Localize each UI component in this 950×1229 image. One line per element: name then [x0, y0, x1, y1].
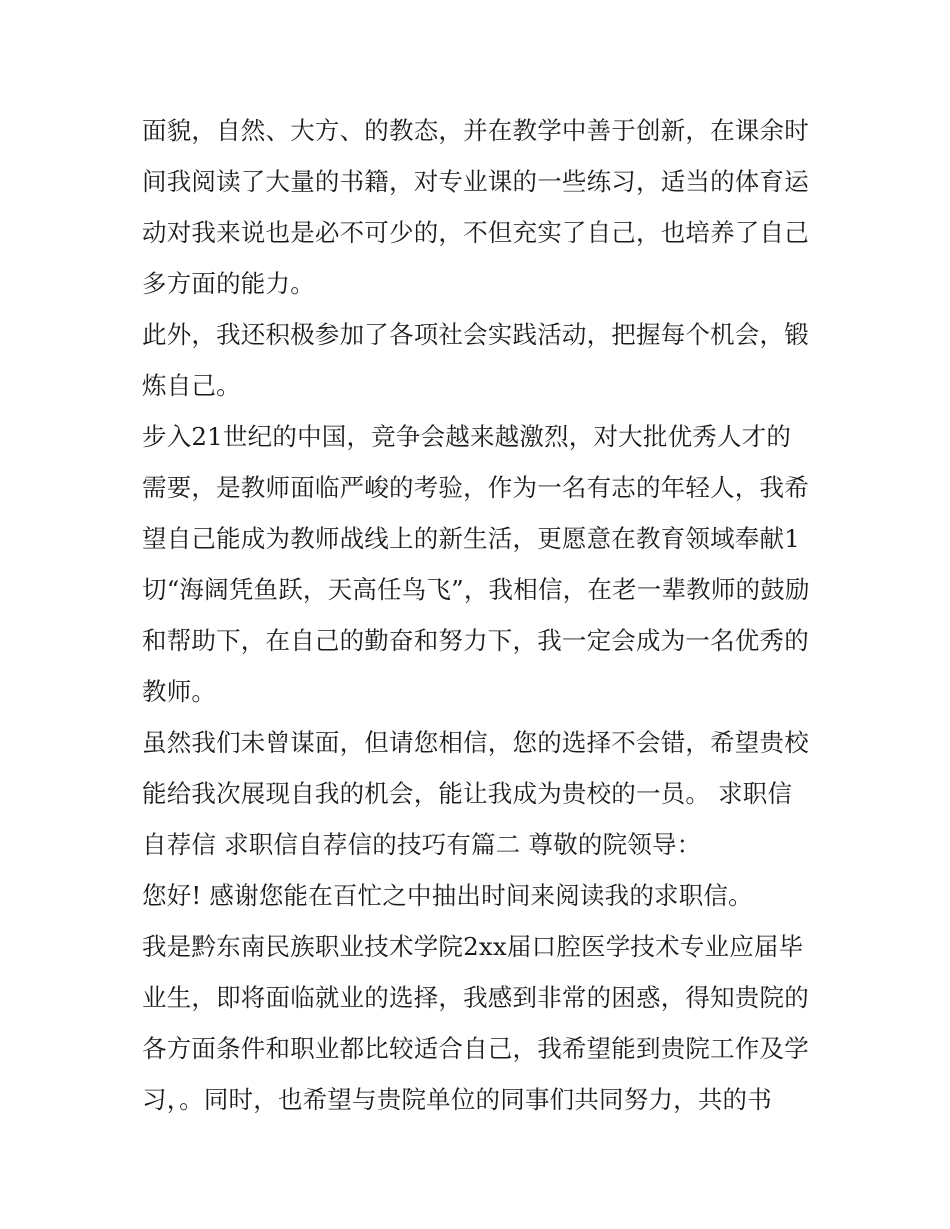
text-line: 此外，我还积极参加了各项社会实践活动，把握每个机会，锻 [142, 320, 809, 349]
text-line: 需要，是教师面临严峻的考验，作为一名有志的年轻人，我希 [142, 473, 809, 502]
text-line: 和帮助下，在自己的勤奋和努力下，我一定会成为一名优秀的 [142, 626, 809, 655]
text-line: 我是黔东南民族职业技术学院2xx届口腔医学技术专业应届毕 [142, 932, 804, 961]
text-line: 间我阅读了大量的书籍，对专业课的一些练习，适当的体育运 [142, 167, 809, 196]
text-line: 能给我次展现自我的机会，能让我成为贵校的一员。 求职信 [142, 779, 793, 808]
text-line: 虽然我们未曾谋面，但请您相信，您的选择不会错，希望贵校 [142, 728, 809, 757]
text-line: 教师。 [142, 677, 217, 706]
text-line: 多方面的能力。 [142, 269, 315, 298]
text-line: 业生，即将面临就业的选择，我感到非常的困惑，得知贵院的 [142, 983, 809, 1012]
text-line: 望自己能成为教师战线上的新生活，更愿意在教育领域奉献1 [142, 524, 800, 553]
text-line: 各方面条件和职业都比较适合自己，我希望能到贵院工作及学 [142, 1034, 809, 1063]
text-line: 自荐信 求职信自荐信的技巧有篇二 尊敬的院领导： [142, 830, 702, 859]
text-line: 动对我来说也是必不可少的，不但充实了自己，也培养了自己 [142, 218, 809, 247]
text-line: 面貌，自然、大方、的教态，并在教学中善于创新，在课余时 [142, 116, 809, 145]
text-line: 您好! 感谢您能在百忙之中抽出时间来阅读我的求职信。 [142, 881, 753, 910]
document-body [142, 105, 822, 1125]
text-line: 习，。同时，也希望与贵院单位的同事们共同努力，共的书 [142, 1085, 772, 1114]
text-line: 步入21世纪的中国，竞争会越来越激烈，对大批优秀人才的 [142, 422, 792, 451]
text-line: 炼自己。 [142, 371, 241, 400]
text-line: 切“海阔凭鱼跃，天高任鸟飞”，我相信，在老一辈教师的鼓励 [142, 575, 810, 604]
